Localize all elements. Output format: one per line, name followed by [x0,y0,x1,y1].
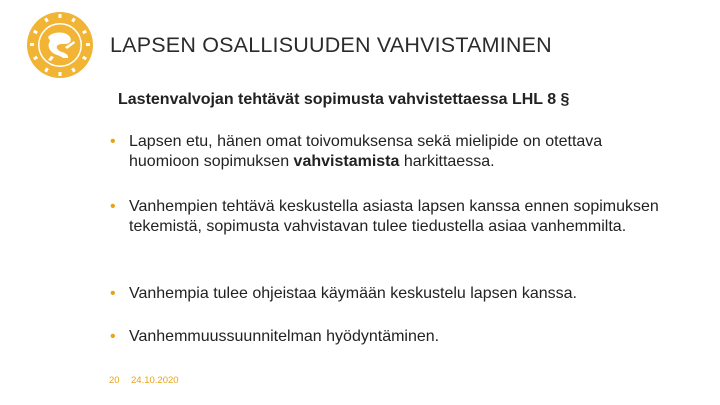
bullet-text: Vanhemmuussuunnitelman hyödyntäminen. [129,328,440,345]
slide-title: LAPSEN OSALLISUUDEN VAHVISTAMINEN [110,33,552,57]
footer-date: 24.10.2020 [131,375,179,386]
slide-subtitle: Lastenvalvojan tehtävät sopimusta vahvistettaessa LHL 8 § [118,91,570,108]
bullet-text: Vanhempien tehtävä keskustella asiasta lapsen kanssa ennen sopimuksen tekemistä, sopimusta vahvistavan tulee tiedustella asiaa vanhemmilta. [129,198,659,235]
bullet-item [110,327,670,347]
bullet-icon: • [110,133,116,150]
bullet-item [110,132,670,172]
bullet-icon: • [110,198,116,215]
bullet-text: Lapsen etu, hänen omat toivomuksensa sekä mielipide on otettava huomioon sopimuksen vahvistamista harkittaessa. [129,133,603,170]
government-logo [25,10,95,80]
bullet-icon: • [110,285,116,302]
page-number: 20 [109,375,120,386]
bullet-item [110,197,670,237]
bullet-text: Vanhempia tulee ohjeistaa käymään keskustelu lapsen kanssa. [129,285,577,302]
bullet-icon: • [110,328,116,345]
bullet-item [110,284,670,304]
finnish-government-lion-seal-icon [25,10,95,80]
